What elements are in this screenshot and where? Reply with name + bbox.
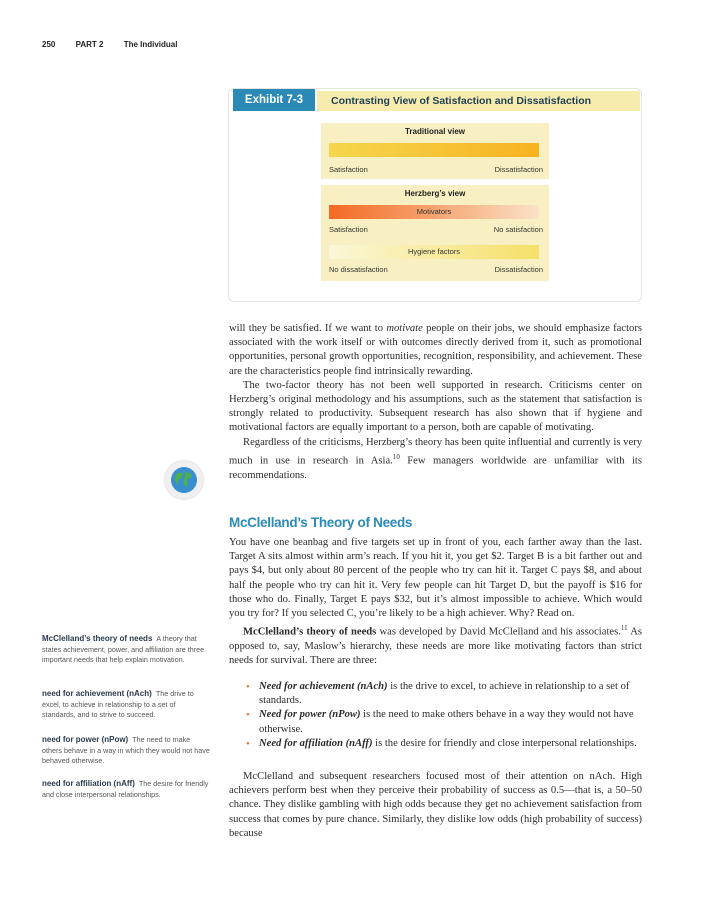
bullet-icon: • (246, 709, 250, 722)
mcclelland-p2-a: was developed by David McClelland and his associates. (376, 626, 621, 638)
traditional-left-label: Satisfaction (329, 165, 368, 174)
list-item (229, 737, 642, 751)
motivators-right-label: No satisfaction (493, 225, 543, 234)
margin-def: The desire for friendly and close interpersonal relationships. (42, 779, 209, 799)
section-heading: McClelland’s Theory of Needs (229, 515, 413, 530)
part-title: The Individual (123, 40, 178, 49)
margin-definition (42, 735, 210, 767)
footnote-ref-10[interactable]: 10 (392, 452, 400, 461)
intro-p3-b: Few managers worldwide are unfamiliar with its recommendations. (229, 455, 642, 481)
bullet-text: is the drive to excel, to achieve in relationship to a set of standards. (259, 681, 630, 707)
intro-p1-em: motivate (386, 323, 423, 334)
hygiene-bar (329, 245, 539, 259)
bullet-icon: • (246, 681, 250, 693)
margin-term: need for power (nPow) (42, 735, 129, 744)
intro-text (229, 322, 642, 483)
intro-p1-b: people on their jobs, we should emphasize factors associated with the work itself or with outcomes directly derived from it, such as promotional opportunities, personal growth opportunities, recognition, responsibility, and achievement. These are the characteristics people find intrinsically rewarding. (229, 323, 642, 377)
bullet-text: is the need to make others behave in a way they would not have otherwise. (259, 709, 634, 735)
margin-def: The drive to excel, to achieve in relationship to a set of standards, and to strive to succeed. (42, 689, 194, 720)
needs-list (229, 680, 642, 751)
margin-term: McClelland’s theory of needs (42, 634, 153, 643)
exhibit-title: Contrasting View of Satisfaction and Dissatisfaction (317, 91, 640, 111)
margin-definition (42, 689, 210, 721)
bullet-icon: • (246, 737, 250, 750)
hygiene-right-label: Dissatisfaction (494, 265, 543, 274)
bullet-term: Need for power (nPow) (259, 709, 361, 721)
hygiene-left-label: No dissatisfaction (329, 265, 388, 274)
part-label: PART 2 (75, 40, 104, 49)
running-header (42, 40, 195, 49)
margin-definition (42, 634, 210, 666)
intro-paragraph-3 (229, 436, 642, 483)
globe-icon (165, 461, 203, 499)
herzberg-view-panel (321, 185, 549, 281)
mcclelland-p2-b: As opposed to, say, Maslow’s hierarchy, these needs are more like motivating factors than strict needs for survival. There are three: (229, 626, 642, 667)
page-number: 250 (42, 40, 56, 49)
footnote-ref-11[interactable]: 11 (620, 624, 628, 633)
bullet-term: Need for affiliation (nAff) (259, 737, 373, 749)
margin-term: need for achievement (nAch) (42, 689, 152, 698)
bullet-text: is the desire for friendly and close interpersonal relationships. (372, 737, 637, 749)
mcclelland-text (229, 536, 642, 668)
intro-p3-a: Regardless of the criticisms, Herzberg’s theory has been quite influential and currently is very much in use in research in Asia. (229, 436, 642, 467)
intro-paragraph-2: The two-factor theory has not been well supported in research. Criticisms center on Herzberg’s original methodology and his assumptions, such as the statement that satisfaction is strongly related to productivity. Subsequent research has also shown that if hygiene and motivational factors are equally important to a person, both are capable of motivating. (229, 379, 642, 434)
margin-definition (42, 779, 210, 800)
bullet-term: Need for achievement (nAch) (259, 681, 388, 692)
closing-paragraph: McClelland and subsequent researchers focused most of their attention on nAch. High achievers perform best when they perceive their probability of success as 0.5—that is, a 50–50 chance. They dislike gambling with high odds because they get no achievement satisfaction from success that comes by pure chance. Similarly, they dislike low odds (high probability of success) because (229, 771, 642, 839)
list-item (229, 708, 642, 736)
key-term-mcclelland: McClelland’s theory of needs (243, 626, 377, 638)
exhibit-number: Exhibit 7-3 (233, 89, 315, 111)
margin-term: need for affiliation (nAff) (42, 779, 135, 788)
closing-text (229, 770, 642, 841)
margin-def: A theory that states achievement, power, and affiliation are three important needs that help explain motivation. (42, 634, 205, 665)
motivators-bar (329, 205, 539, 219)
mcclelland-paragraph-1: You have one beanbag and five targets set up in front of you, each farther away than the last. Target A sits almost within arm’s reach. If you hit it, you get $2. Target B is a bit farther out and pays $4, but only about 80 percent of the people who try can hit it. Target C pays $8, and about half the people who try can hit it. Very few people can hit Target D, but the payoff is $16 for those who do. Finally, Target E pays $32, but it’s almost impossible to achieve. Which would you try for? If you selected C, you’re likely to be a high achiever. Why? Read on. (229, 537, 642, 620)
traditional-right-label: Dissatisfaction (494, 165, 543, 174)
mcclelland-paragraph-2 (229, 621, 642, 668)
margin-def: The need to make others behave in a way in which they would not have behaved otherwise. (42, 735, 210, 766)
intro-p1-a: will they be satisfied. If we want to (229, 323, 387, 334)
list-item (229, 680, 642, 708)
motivators-left-label: Satisfaction (329, 225, 368, 234)
traditional-view-panel (321, 123, 549, 179)
traditional-view-title: Traditional view (404, 127, 465, 136)
exhibit-figure (228, 88, 642, 302)
motivators-label: Motivators (416, 207, 452, 216)
traditional-bar (329, 143, 539, 157)
intro-paragraph-1 (229, 322, 642, 379)
hygiene-label: Hygiene factors (407, 247, 461, 256)
herzberg-view-title: Herzberg’s view (404, 189, 466, 198)
